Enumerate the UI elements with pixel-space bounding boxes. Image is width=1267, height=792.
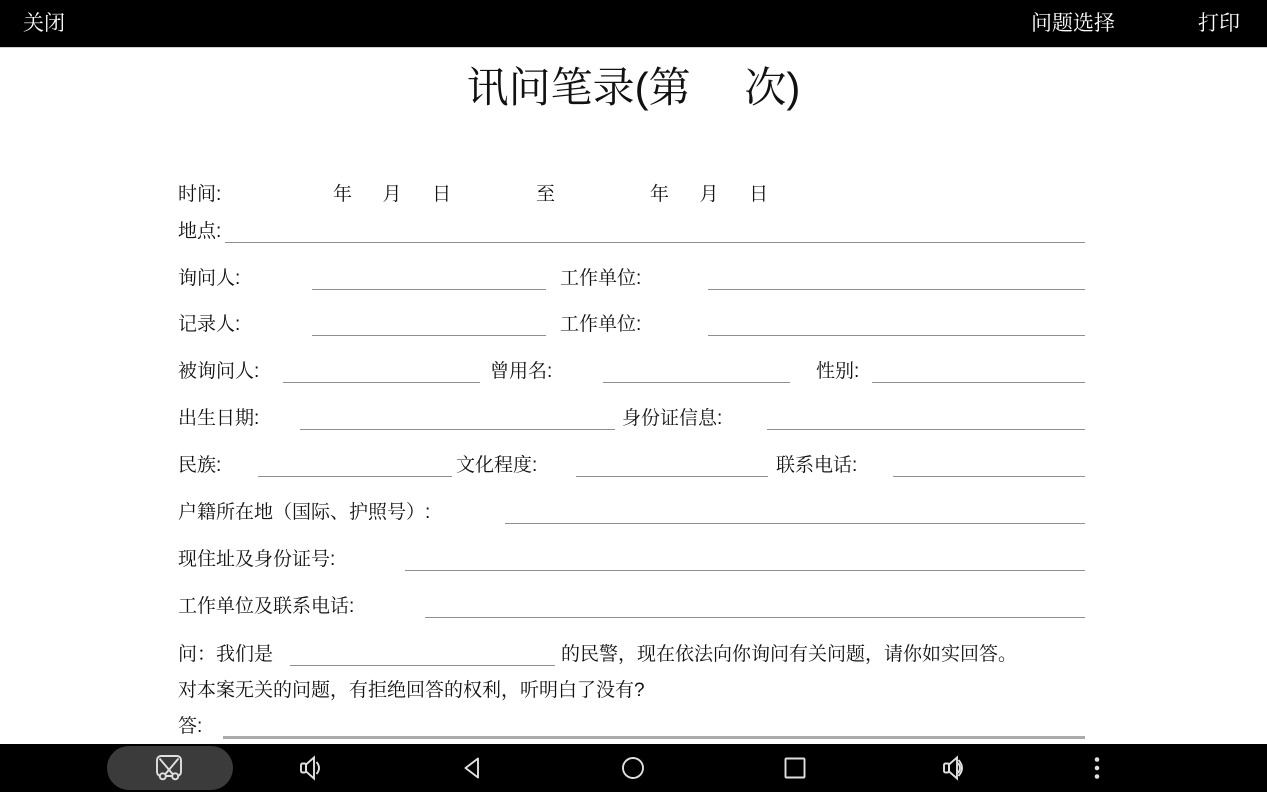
birth-date-label: 出生日期: bbox=[178, 408, 260, 429]
row-interrogator bbox=[178, 266, 1085, 292]
interviewee-label: 被询问人: bbox=[178, 361, 260, 382]
answer-label: 答: bbox=[178, 716, 203, 737]
row-household bbox=[178, 500, 1085, 526]
answer-input-line[interactable] bbox=[223, 714, 1085, 739]
question-line2-text: 对本案无关的问题，有拒绝回答的权利，听明白了没有? bbox=[178, 680, 645, 701]
gender-input-line[interactable] bbox=[872, 359, 1085, 383]
education-label: 文化程度: bbox=[456, 455, 538, 476]
row-work-unit-phone bbox=[178, 594, 1085, 620]
former-name-label: 曾用名: bbox=[490, 361, 553, 382]
household-input-line[interactable] bbox=[505, 500, 1085, 524]
row-recorder bbox=[178, 312, 1085, 338]
date-ymd-start: 年 月 日 bbox=[333, 184, 452, 205]
time-to-label: 至 bbox=[536, 184, 556, 205]
date-ymd-end: 年 月 日 bbox=[650, 184, 769, 205]
volume-up-icon[interactable] bbox=[939, 752, 971, 784]
ethnicity-input-line[interactable] bbox=[258, 453, 452, 477]
ethnicity-label: 民族: bbox=[178, 455, 222, 476]
location-input-line[interactable] bbox=[225, 219, 1085, 243]
work-unit-label-1: 工作单位: bbox=[560, 268, 642, 289]
row-current-address bbox=[178, 547, 1085, 573]
work-unit-phone-label: 工作单位及联系电话: bbox=[178, 596, 355, 617]
phone-input-line[interactable] bbox=[893, 453, 1085, 477]
row-question-line2 bbox=[178, 678, 1085, 704]
android-nav-bar bbox=[0, 744, 1267, 792]
id-info-label: 身份证信息: bbox=[622, 408, 723, 429]
location-label: 地点: bbox=[178, 221, 222, 242]
topbar-actions bbox=[1031, 0, 1240, 48]
education-input-line[interactable] bbox=[576, 453, 768, 477]
police-unit-input-line[interactable] bbox=[290, 642, 555, 666]
address-id-label: 现住址及身份证号: bbox=[178, 549, 336, 570]
recents-icon[interactable] bbox=[779, 752, 811, 784]
former-name-input-line[interactable] bbox=[603, 359, 790, 383]
screen-clip-icon[interactable] bbox=[153, 752, 185, 784]
recorder-input-line[interactable] bbox=[312, 312, 546, 336]
close-button[interactable]: 关闭 bbox=[23, 11, 65, 35]
more-menu-icon[interactable] bbox=[1081, 752, 1113, 784]
page-title: 讯问笔录(第 次) bbox=[466, 64, 801, 111]
time-label: 时间: bbox=[178, 184, 222, 205]
back-icon[interactable] bbox=[457, 752, 489, 784]
form-page bbox=[0, 48, 1267, 744]
interrogator-unit-input-line[interactable] bbox=[708, 266, 1085, 290]
work-unit-phone-input-line[interactable] bbox=[425, 594, 1085, 618]
row-interviewee bbox=[178, 359, 1085, 385]
top-app-bar bbox=[0, 0, 1267, 48]
birth-date-input-line[interactable] bbox=[300, 406, 615, 430]
household-label: 户籍所在地（国际、护照号）: bbox=[178, 502, 431, 523]
row-location bbox=[178, 219, 1085, 245]
recorder-unit-input-line[interactable] bbox=[708, 312, 1085, 336]
row-question-line1 bbox=[178, 642, 1085, 668]
row-ethnicity bbox=[178, 453, 1085, 479]
id-info-input-line[interactable] bbox=[767, 406, 1085, 430]
work-unit-label-2: 工作单位: bbox=[560, 314, 642, 335]
volume-down-icon[interactable] bbox=[296, 752, 328, 784]
question-prefix: 问：我们是 bbox=[178, 644, 274, 665]
interviewee-input-line[interactable] bbox=[283, 359, 480, 383]
gender-label: 性别: bbox=[816, 361, 860, 382]
row-answer bbox=[178, 714, 1085, 740]
row-time bbox=[178, 182, 1085, 208]
interrogator-input-line[interactable] bbox=[312, 266, 546, 290]
row-birth-date bbox=[178, 406, 1085, 432]
interrogator-label: 询问人: bbox=[178, 268, 241, 289]
question-select-button[interactable]: 问题选择 bbox=[1031, 11, 1115, 35]
home-icon[interactable] bbox=[617, 752, 649, 784]
print-button[interactable]: 打印 bbox=[1198, 11, 1240, 35]
address-id-input-line[interactable] bbox=[405, 547, 1085, 571]
phone-label: 联系电话: bbox=[776, 455, 858, 476]
question-suffix: 的民警，现在依法向你询问有关问题，请你如实回答。 bbox=[561, 644, 1018, 665]
recorder-label: 记录人: bbox=[178, 314, 241, 335]
